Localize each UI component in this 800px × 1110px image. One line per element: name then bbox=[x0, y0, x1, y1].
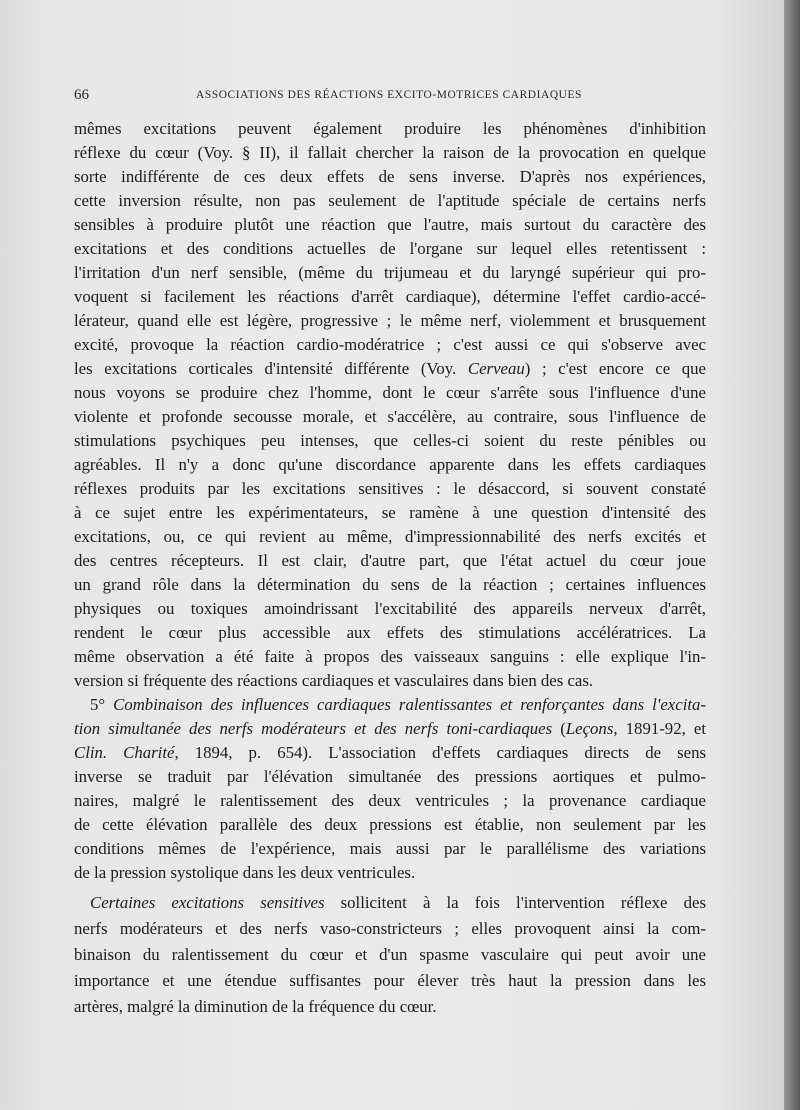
running-head: ASSOCIATIONS DES RÉACTIONS EXCITO-MOTRICES CARDIAQUES bbox=[196, 89, 582, 101]
page-header bbox=[74, 87, 714, 105]
text-line: excitations et des conditions actuelles de l'organe sur lequel elles retentissent : bbox=[74, 239, 706, 258]
text-line: violente et profonde secousse morale, et s'accélère, au contraire, sous l'influence de bbox=[74, 407, 706, 426]
text-line: naires, malgré le ralentissement des deux ventricules ; la provenance cardiaque bbox=[74, 791, 706, 810]
reference-lecons: Leçons bbox=[565, 719, 614, 738]
text-line: nerfs modérateurs et des nerfs vaso-constricteurs ; elles provoquent ainsi la com- bbox=[74, 919, 706, 938]
text-line: sensibles à produire plutôt une réaction que l'autre, mais surtout du caractère des bbox=[74, 215, 706, 234]
page-edge-shadow bbox=[784, 0, 800, 1110]
text-line: un grand rôle dans la détermination du sens de la réaction ; certaines influences bbox=[74, 575, 706, 594]
text-line: de cette élévation parallèle des deux pressions est établie, non seulement par les bbox=[74, 815, 706, 834]
text-line: excité, provoque la réaction cardio-modératrice ; c'est aussi ce qui s'observe avec bbox=[74, 335, 706, 354]
text-line: binaison du ralentissement du cœur et d'un spasme vasculaire qui peut avoir une bbox=[74, 945, 706, 964]
reference-clin-charite: Clin. Charité bbox=[74, 743, 175, 762]
text-line: réflexes produits par les excitations sensitives : le désaccord, si souvent constaté bbox=[74, 479, 706, 498]
section-title: Combinaison des influences cardiaques ralentissantes et renforçantes dans l'excita- bbox=[113, 695, 707, 714]
text-line: physiques ou toxiques amoindrissant l'excitabilité des appareils nerveux d'arrêt, bbox=[74, 599, 706, 618]
text-line: agréables. Il n'y a donc qu'une discordance apparente dans les effets cardiaques bbox=[74, 455, 706, 474]
text-line: artères, malgré la diminution de la fréquence du cœur. bbox=[74, 997, 437, 1016]
text-line: lérateur, quand elle est légère, progressive ; le même nerf, violemment et brusquement bbox=[74, 311, 706, 330]
text-segment: ( bbox=[560, 719, 566, 738]
page-number: 66 bbox=[74, 87, 89, 103]
text-line: stimulations psychiques peu intenses, que celles-ci soient du reste pénibles ou bbox=[74, 431, 706, 450]
text-line: rendent le cœur plus accessible aux effets des stimulations accélératrices. La bbox=[74, 623, 706, 642]
text-line: même observation a été faite à propos des vaisseaux sanguins : elle explique l'in- bbox=[74, 647, 706, 666]
text-line bbox=[74, 357, 706, 381]
text-line: à ce sujet entre les expérimentateurs, se ramène à une question d'intensité des bbox=[74, 503, 706, 522]
emphasis-excitations-sensitives: Certaines excitations sensitives bbox=[90, 893, 325, 912]
text-line: voquent si facilement les réactions d'arrêt cardiaque), détermine l'effet cardio-accé- bbox=[74, 287, 706, 306]
text-segment: sollicitent à la fois l'intervention réflexe des bbox=[324, 893, 706, 912]
text-segment: les excitations corticales d'intensité différente (Voy. bbox=[74, 359, 468, 378]
text-line: excitations, ou, ce qui revient au même, d'impressionnabilité des nerfs excités et bbox=[74, 527, 706, 546]
text-line: des centres récepteurs. Il est clair, d'autre part, que l'état actuel du cœur joue bbox=[74, 551, 706, 570]
text-line: sorte indifférente de ces deux effets de sens inverse. D'après nos expériences, bbox=[74, 167, 706, 186]
text-line: version si fréquente des réactions cardiaques et vasculaires dans bien des cas. bbox=[74, 671, 594, 690]
text-segment: , 1894, p. 654). L'association d'effets cardiaques directs de sens bbox=[174, 743, 706, 762]
text-line: l'irritation d'un nerf sensible, (même du trijumeau et du laryngé supérieur qui pro- bbox=[74, 263, 706, 282]
text-line: réflexe du cœur (Voy. § II), il fallait chercher la raison de la provocation en quelque bbox=[74, 143, 706, 162]
text-line: nous voyons se produire chez l'homme, dont le cœur s'arrête sous l'influence d'une bbox=[74, 383, 706, 402]
cross-reference-cerveau: Cerveau bbox=[467, 359, 525, 378]
text-segment: , 1891-92, et bbox=[613, 719, 707, 738]
text-line: inverse se traduit par l'élévation simultanée des pressions aortiques et pulmo- bbox=[74, 767, 706, 786]
text-line: cette inversion résulte, non pas seulement de l'aptitude spéciale de certains nerfs bbox=[74, 191, 706, 210]
text-segment: ) ; c'est encore ce que bbox=[524, 359, 706, 378]
text-line bbox=[74, 717, 706, 741]
text-line bbox=[74, 741, 706, 765]
text-line bbox=[90, 891, 706, 915]
section-5-heading bbox=[90, 693, 706, 717]
section-number: 5° bbox=[90, 695, 106, 714]
text-line: mêmes excitations peuvent également produire les phénomènes d'inhibition bbox=[74, 119, 706, 138]
text-line: de la pression systolique dans les deux ventricules. bbox=[74, 863, 416, 882]
text-line: conditions mêmes de l'expérience, mais aussi par le parallélisme des variations bbox=[74, 839, 706, 858]
section-title: tion simultanée des nerfs modérateurs et des nerfs toni-cardiaques bbox=[74, 719, 553, 738]
text-line: importance et une étendue suffisantes pour élever très haut la pression dans les bbox=[74, 971, 706, 990]
